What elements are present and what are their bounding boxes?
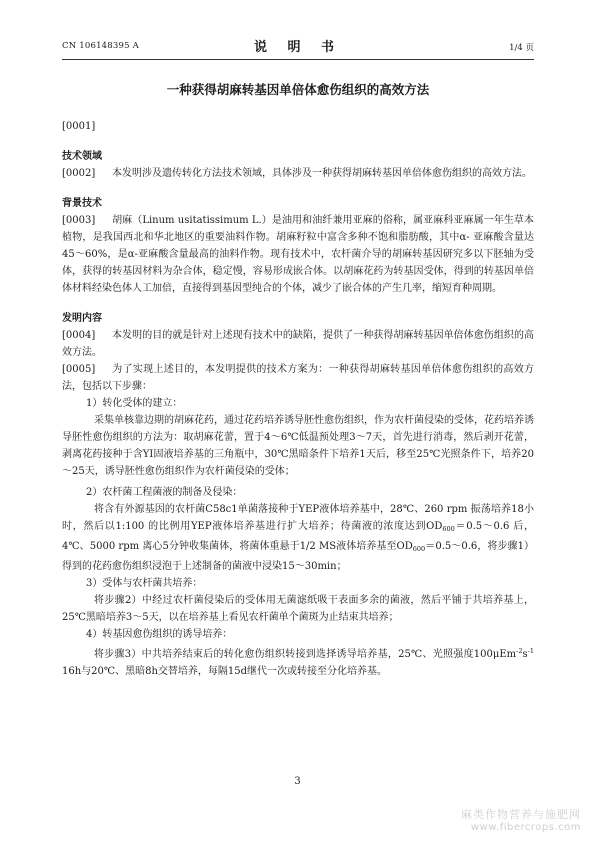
step-2-title: 2）农杆菌工程菌液的制备及侵染：	[86, 487, 243, 498]
document-title: 一种获得胡麻转基因单倍体愈伤组织的高效方法	[166, 82, 430, 97]
step-1-title: 1）转化受体的建立：	[86, 398, 183, 409]
step-4-text: 将步骤3）中共培养结束后的转化愈伤组织转接到选择诱导培养基，25℃、光照强度$100\mu Em^{-2}s^{-1}$ 16h与20℃、黑暗8h交替培养，每隔15d继代一次或转接至分化培养基。	[62, 647, 534, 677]
section-heading-technical-field: 技术领域	[62, 151, 102, 162]
watermark-url: www.fibercrops.com	[470, 822, 581, 833]
page-indicator: 1/4 页	[509, 43, 534, 53]
document-body	[62, 118, 534, 680]
paragraph-0001: [0001]	[62, 121, 96, 132]
step-4-title: 4）转基因愈伤组织的诱导培养：	[86, 629, 233, 640]
site-watermark	[461, 806, 581, 833]
step-2-text: 将含有外源基因的农杆菌C58c1单菌落接种于YEP液体培养基中，28℃、260 rpm 振荡培养18小时，然后以1:100 的比例用YEP液体培养基进行扩大培养；待菌液的浓度达到$OD_{600}=0.5\sim 0.6$ 后，4℃、5000 rpm 离心5分钟收集菌体，将菌体重悬于1/2 MS液体培养基至$OD_{600}=0.5\sim 0.6$，将步骤1）得到的花药愈伤组织浸泡于上述制备的菌液中浸染15～30min；	[62, 504, 534, 572]
section-heading-background: 背景技术	[62, 198, 102, 209]
document-type-heading: 说 明 书	[253, 40, 343, 55]
paragraph-0004: [0004] 本发明的目的就是针对上述现有技术中的缺陷，提供了一种获得胡麻转基因单倍体愈伤组织的高效方法。	[62, 330, 534, 358]
paragraph-0005: [0005] 为了实现上述目的，本发明提供的技术方案为：一种获得胡麻转基因单倍体愈伤组织的高效方法，包括以下步骤：	[62, 364, 534, 392]
paragraph-0003: [0003] 胡麻（Linum usitatissimum L.）是油用和油纤兼用亚麻的俗称，属亚麻科亚麻属一年生草本植物，是我国西北和华北地区的重要油料作物。胡麻籽粒中富含多种不饱和脂肪酸，其中α- 亚麻酸含量达45～60%，是α-亚麻酸含量最高的油料作物。现有技术中，农杆菌介导的胡麻转基因研究多以下胚轴为受体，获得的转基因材料为杂合体，稳定慢，容易形成嵌合体。以胡麻花药为转基因受体，得到的转基因单倍体材料经染色体人工加倍，直接得到基因型纯合的个体，减少了嵌合体的产生几率，缩短育种周期。	[62, 215, 534, 294]
watermark-site-name: 麻类作物营养与施肥网	[461, 808, 581, 821]
page-header	[62, 36, 534, 56]
step-3-title: 3）受体与农杆菌共培养：	[86, 578, 203, 589]
paragraph-0002: [0002] 本发明涉及遗传转化方法技术领域，具体涉及一种获得胡麻转基因单倍体愈伤组织的高效方法。	[62, 168, 532, 179]
section-heading-summary: 发明内容	[62, 313, 102, 324]
header-divider	[62, 59, 534, 60]
step-3-text: 将步骤2）中经过农杆菌侵染后的受体用无菌滤纸吸干表面多余的菌液，然后平铺于共培养基上，25℃黑暗培养3～5天，以在培养基上看见农杆菌单个菌斑为止结束共培养；	[62, 595, 534, 623]
patent-number: CN 106148395 A	[62, 41, 139, 51]
step-1-text: 采集单核靠边期的胡麻花药，通过花药培养诱导胚性愈伤组织，作为农杆菌侵染的受体，花药培养诱导胚性愈伤组织的方法为：取胡麻花蕾，置于4～6℃低温预处理3～7天，首先进行消毒，然后剥开花蕾，剥离花药接种于含YI固液培养基的三角瓶中，30℃黑暗条件下培养1天后，移至25℃光照条件下，培养20～25天，诱导胚性愈伤组织作为农杆菌侵染的受体；	[62, 415, 534, 477]
page-number: 3	[294, 776, 301, 787]
